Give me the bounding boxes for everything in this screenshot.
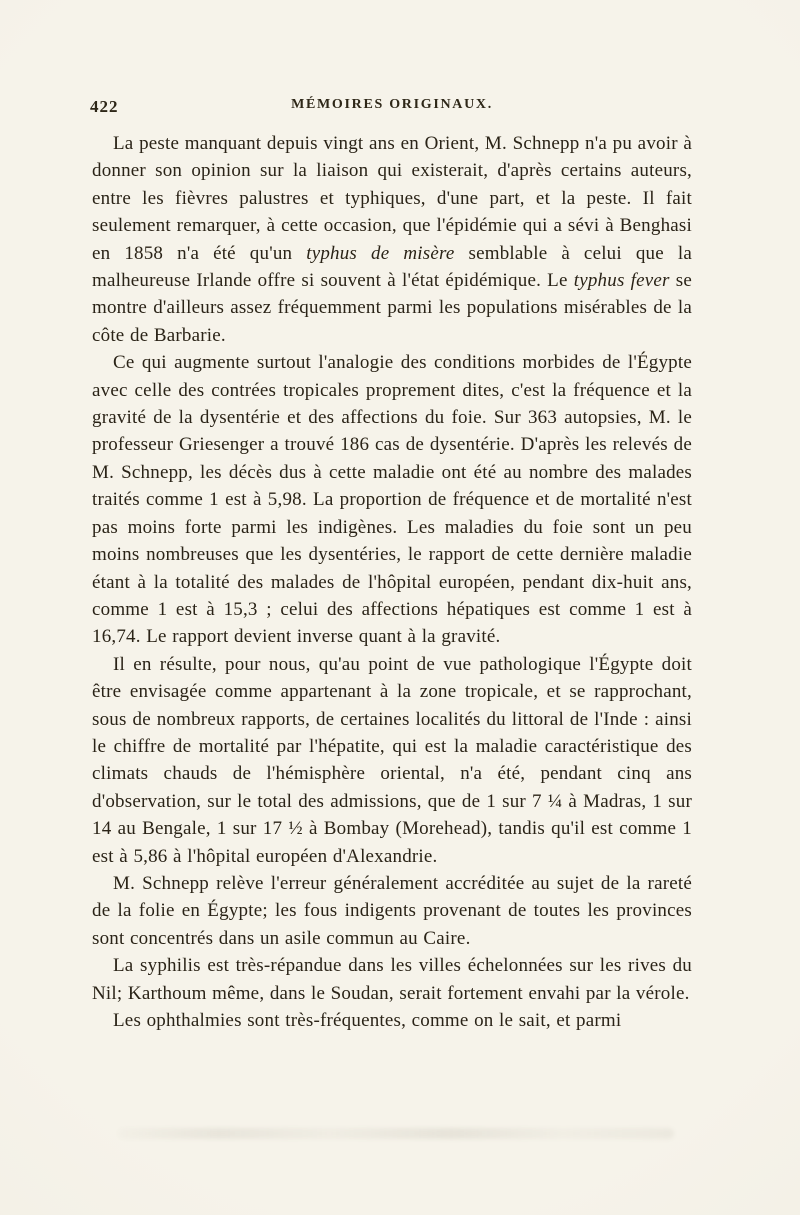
text-block	[92, 130, 692, 1034]
page-content	[92, 97, 692, 1034]
text-run: Les ophthalmies sont très-fréquentes, comme on le sait, et parmi	[113, 1010, 622, 1031]
text-run: M. Schnepp relève l'erreur généralement accréditée au sujet de la rareté de la folie en Égypte; les fous indigents provenant de toutes les provinces sont concentrés dans un asile commun au Caire.	[92, 872, 692, 949]
paragraph-4	[92, 870, 692, 952]
paragraph-1	[92, 130, 692, 349]
paragraph-5	[92, 952, 692, 1007]
text-run: semblable à celui que la malheureuse Irlande offre si souvent à l'état épidémique. Le	[92, 242, 692, 292]
text-run: Ce qui augmente surtout l'analogie des conditions morbides de l'Égypte avec celle des contrées tropicales proprement dites, c'est la fréquence et la gravité de la dysentérie et des affections du foie. Sur 363 autopsies, M. le professeur Griesenger a trouvé 186 cas de dysentérie. D'après les relevés de M. Schnepp, les décès dus à cette maladie ont été au nombre des malades traités comme 1 est à 5,98. La proportion de fréquence et de mortalité n'est pas moins forte parmi les indigènes. Les maladies du foie sont un peu moins nombreuses que les dysentéries, le rapport de cette dernière maladie étant à la totalité des malades de l'hôpital européen, pendant dix-huit ans, comme 1 est à 15,3 ; celui des affections hépatiques est comme 1 est à 16,74. Le rapport devient inverse quant à la gravité.	[92, 352, 692, 648]
paragraph-6	[92, 1007, 692, 1034]
paragraph-3	[92, 651, 692, 870]
italic-text-run: typhus de misère	[306, 242, 455, 264]
paragraph-2	[92, 349, 692, 650]
text-run: La syphilis est très-répandue dans les villes échelonnées sur les rives du Nil; Karthoum même, dans le Soudan, serait fortement envahi par la vérole.	[92, 955, 692, 1004]
italic-text-run: typhus fever	[573, 270, 670, 292]
text-run: se montre d'ailleurs assez fréquemment parmi les populations misérables de la côte de Barbarie.	[92, 270, 693, 346]
text-run: Il en résulte, pour nous, qu'au point de vue pathologique l'Égypte doit être envisagée comme appartenant à la zone tropicale, et se rapprochant, sous de nombreux rapports, de certaines localités du littoral de l'Inde : ainsi le chiffre de mortalité par l'hépatite, qui est la maladie caractéristique des climats chauds de l'hémisphère oriental, n'a été, pendant cinq ans d'observation, sur le total des admissions, que de 1 sur 7 ¼ à Madras, 1 sur 14 au Bengale, 1 sur 17 ½ à Bombay (Morehead), tandis qu'il est comme 1 est à 5,86 à l'hôpital européen d'Alexandrie.	[92, 653, 692, 867]
running-title: MÉMOIRES ORIGINAUX.	[291, 97, 493, 112]
page-bleed-artifact	[118, 1128, 674, 1139]
page-header	[92, 97, 692, 119]
page-number: 422	[90, 97, 119, 116]
text-run: La peste manquant depuis vingt ans en Orient, M. Schnepp n'a pu avoir à donner son opinion sur la liaison qui existerait, d'après certains auteurs, entre les fièvres palustres et typhiques, d'une part, et la peste. Il fait seulement remarquer, à cette occasion, que l'épidémie qui a sévi à Benghasi en 1858 n'a été qu'un	[92, 133, 692, 264]
